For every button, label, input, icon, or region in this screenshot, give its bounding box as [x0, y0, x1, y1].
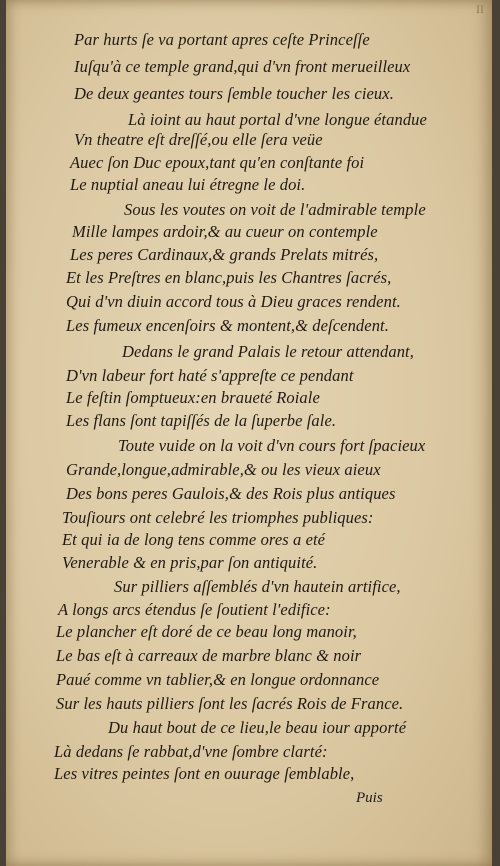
verse-line: Le feſtin ſomptueux:en braueté Roiale: [66, 388, 320, 407]
verse-line: Par hurts ſe va portant apres ceſte Princeſſe: [74, 30, 370, 49]
verse-line: Sur pilliers aſſemblés d'vn hautein artifice,: [114, 577, 401, 596]
verse-line: Dedans le grand Palais le retour attendant,: [122, 342, 414, 361]
verse-line: Le plancher eſt doré de ce beau long manoir,: [56, 622, 357, 641]
catchword: Puis: [356, 790, 383, 806]
verse-line: Sur les hauts pilliers ſont les ſacrés Rois de France.: [56, 694, 404, 713]
verse-line: Là ioint au haut portal d'vne longue étandue: [128, 110, 427, 129]
verse-line: Les vitres peintes ſont en ouurage ſemblable,: [54, 764, 355, 783]
verse-line: Là dedans ſe rabbat,d'vne ſombre clarté:: [54, 742, 328, 761]
verse-line: Iuſqu'à ce temple grand,qui d'vn front merueilleux: [74, 57, 411, 76]
verse-line: Grande,longue,admirable,& ou les vieux aieux: [66, 460, 381, 479]
verse-line: Les peres Cardinaux,& grands Prelats mitrés,: [70, 245, 379, 264]
verse-line: De deux geantes tours ſemble toucher les cieux.: [74, 84, 394, 103]
verse-line: Qui d'vn diuin accord tous à Dieu graces rendent.: [66, 292, 401, 311]
verse-line: Le bas eſt à carreaux de marbre blanc & noir: [56, 646, 362, 665]
verse-line: Auec ſon Duc epoux,tant qu'en conſtante foi: [70, 153, 365, 172]
verse-line: Les flans ſont tapiſſés de la ſuperbe ſale.: [66, 411, 337, 430]
verse-line: Du haut bout de ce lieu,le beau iour apporté: [108, 718, 407, 737]
book-page: [6, 0, 492, 866]
verse-line: Venerable & en pris,par ſon antiquité.: [62, 553, 318, 572]
verse-line: Les fumeux encenſoirs & montent,& deſcendent.: [66, 316, 389, 335]
verse-line: Toute vuide on la voit d'vn cours fort ſpacieux: [118, 436, 426, 455]
verse-line: Et les Preſtres en blanc,puis les Chantres ſacrés,: [66, 268, 392, 287]
verse-line: Des bons peres Gaulois,& des Rois plus antiques: [66, 484, 396, 503]
verse-line: A longs arcs étendus ſe ſoutient l'edifice:: [58, 600, 331, 619]
verse-line: Et qui ia de long tens comme ores a eté: [62, 530, 326, 549]
verse-line: Le nuptial aneau lui étregne le doi.: [70, 175, 306, 194]
verse-line: Touſiours ont celebré les triomphes publiques:: [62, 508, 374, 527]
verse-line: Paué comme vn tablier,& en longue ordonnance: [56, 670, 380, 689]
poem-text: [6, 0, 492, 866]
verse-line: D'vn labeur fort haté s'appreſte ce pendant: [66, 366, 354, 385]
verse-line: Sous les voutes on voit de l'admirable temple: [124, 200, 426, 219]
verse-line: Mille lampes ardoir,& au cueur on contemple: [72, 222, 378, 241]
page-corner-mark: II: [476, 2, 484, 16]
verse-line: Vn theatre eſt dreſſé,ou elle ſera veüe: [74, 130, 323, 149]
